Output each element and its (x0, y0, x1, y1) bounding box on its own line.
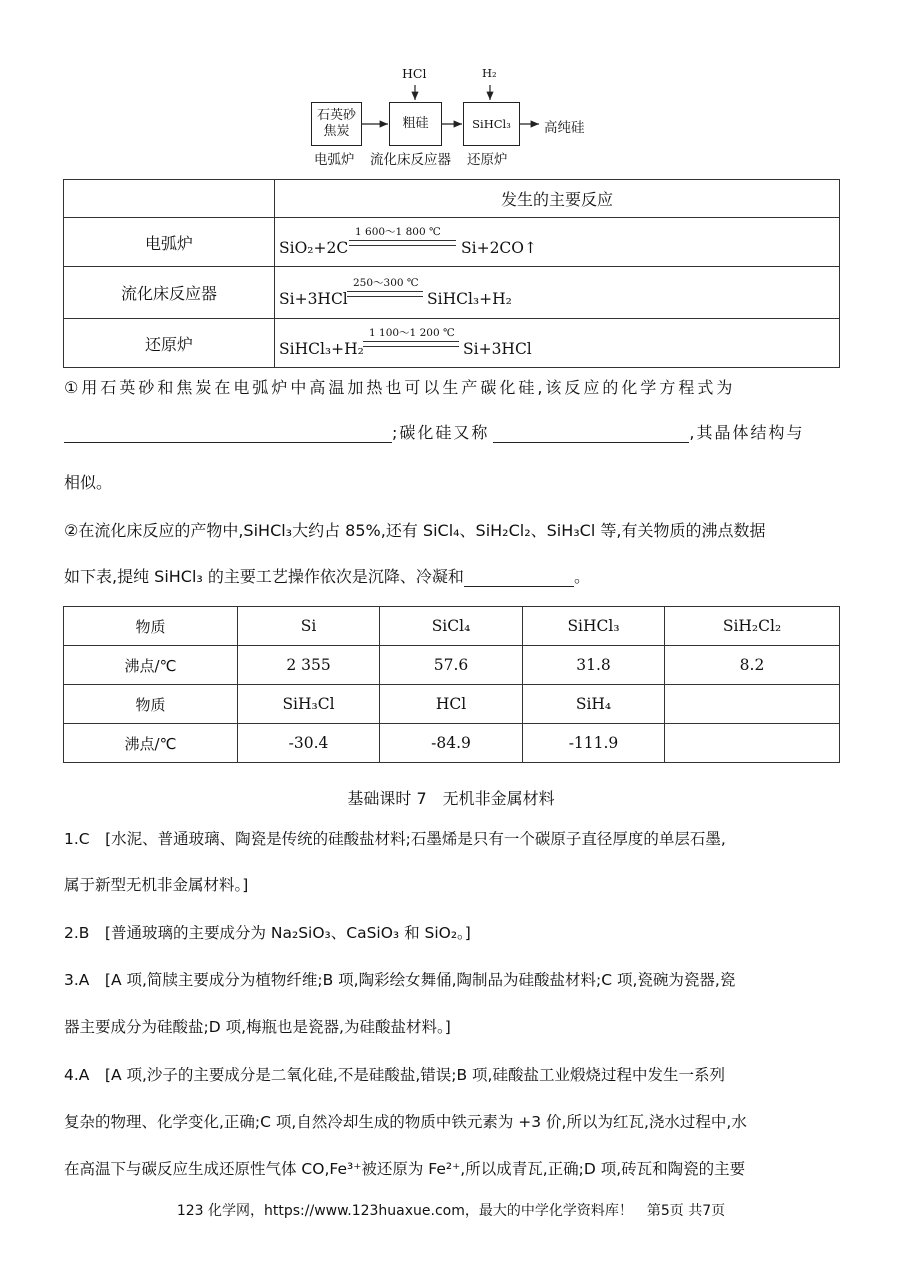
reaction-row-name: 还原炉 (64, 319, 275, 368)
hcl-input-label: HCl (402, 66, 427, 81)
crude-silicon-box (389, 102, 442, 146)
boiling-point-table (63, 606, 840, 763)
bp-cell: -111.9 (523, 724, 665, 763)
substance-cell: SiH₄ (523, 685, 665, 724)
question-1-line-2 (64, 420, 840, 443)
reaction-table-header: 发生的主要反应 (275, 180, 840, 218)
sihcl3-label: SiHCl₃ (472, 117, 511, 131)
bp-row-values-1 (64, 646, 840, 685)
bp-cell: -30.4 (238, 724, 380, 763)
quartz-sand-label: 石英砂 (316, 108, 356, 123)
equation-equals-sign (363, 341, 459, 347)
reaction-table (63, 179, 840, 368)
bp-cell: -84.9 (380, 724, 523, 763)
bp-cell: 2 355 (238, 646, 380, 685)
bp-cell: 31.8 (523, 646, 665, 685)
pure-silicon-label: 高纯硅 (544, 120, 585, 136)
equation-equals-sign (347, 291, 423, 297)
question-1-line-3: 相似。 (64, 473, 113, 492)
substance-cell: SiCl₄ (380, 607, 523, 646)
question-1-line-1: ①用石英砂和焦炭在电弧炉中高温加热也可以生产碳化硅,该反应的化学方程式为 (64, 378, 736, 397)
substance-cell: Si (238, 607, 380, 646)
h2-input-label: H₂ (482, 66, 497, 80)
reaction-row (64, 218, 840, 267)
reaction-row (64, 319, 840, 368)
equation-lhs: SiO₂+2C (279, 239, 349, 257)
equation-condition: 1 100～1 200 ℃ (369, 327, 455, 339)
sihcl3-box (463, 102, 520, 146)
question-2-text: 如下表,提纯 SiHCl₃ 的主要工艺操作依次是沉降、冷凝和 (64, 567, 464, 586)
reaction-row-name: 流化床反应器 (64, 267, 275, 319)
substance-cell: SiHCl₃ (523, 607, 665, 646)
reaction-table-corner (64, 180, 275, 218)
answer-4-line-2: 复杂的物理、化学变化,正确;C 项,自然冷却生成的物质中铁元素为 +3 价,所以为红瓦,浇水过程中,水 (64, 1113, 747, 1131)
bp-row-substance-1 (64, 607, 840, 646)
bp-cell: 57.6 (380, 646, 523, 685)
stage-reduction-furnace: 还原炉 (467, 152, 508, 168)
equation-rhs: Si+2CO↑ (461, 239, 537, 257)
stage-fluidized-bed: 流化床反应器 (370, 152, 451, 168)
equation-equals-sign (349, 240, 456, 246)
equation-lhs: SiHCl₃+H₂ (279, 340, 364, 358)
answer-3-line-1: 3.A [A 项,简牍主要成分为植物纤维;B 项,陶彩绘女舞俑,陶制品为硅酸盐材料;C 项,瓷碗为瓷器,瓷 (64, 971, 736, 989)
equation-rhs: SiHCl₃+H₂ (427, 289, 512, 308)
question-2-line-2 (64, 564, 840, 587)
section-title: 基础课时 7 无机非金属材料 (347, 789, 555, 808)
row-label-boiling-point: 沸点/℃ (64, 646, 238, 685)
answer-2-line-1: 2.B [普通玻璃的主要成分为 Na₂SiO₃、CaSiO₃ 和 SiO₂。] (64, 924, 471, 942)
reaction-equation (279, 222, 599, 262)
substance-cell: HCl (380, 685, 523, 724)
row-label-boiling-point: 沸点/℃ (64, 724, 238, 763)
question-1-mid-text: ;碳化硅又称 (392, 423, 490, 442)
substance-cell: SiH₂Cl₂ (665, 607, 840, 646)
answer-1-line-2: 属于新型无机非金属材料。] (64, 876, 249, 894)
raw-materials-box (311, 102, 362, 146)
answer-blank-equation[interactable] (64, 424, 392, 443)
reaction-equation (279, 323, 599, 363)
reaction-row (64, 267, 840, 319)
page-footer: 123 化学网，https://www.123huaxue.com，最大的中学化学资料库！ 第5页 共7页 (176, 1203, 726, 1219)
row-label-substance: 物质 (64, 607, 238, 646)
bp-cell (665, 724, 840, 763)
equation-lhs: Si+3HCl (279, 289, 348, 308)
question-2-line-1: ②在流化床反应的产物中,SiHCl₃大约占 85%,还有 SiCl₄、SiH₂Cl₂、SiH₃Cl 等,有关物质的沸点数据 (64, 521, 766, 540)
answer-4-line-3: 在高温下与碳反应生成还原性气体 CO,Fe³⁺被还原为 Fe²⁺,所以成青瓦,正确;D 项,砖瓦和陶瓷的主要 (64, 1160, 746, 1178)
substance-cell (665, 685, 840, 724)
row-label-substance: 物质 (64, 685, 238, 724)
question-1-end-text: ,其晶体结构与 (689, 423, 805, 442)
equation-rhs: Si+3HCl (463, 340, 532, 358)
answer-4-line-1: 4.A [A 项,沙子的主要成分是二氧化硅,不是硅酸盐,错误;B 项,硅酸盐工业煅烧过程中发生一系列 (64, 1066, 725, 1084)
stage-arc-furnace: 电弧炉 (314, 152, 355, 168)
equation-condition: 1 600～1 800 ℃ (355, 226, 441, 238)
coke-label: 焦炭 (323, 124, 350, 139)
answer-blank-operation[interactable] (464, 568, 574, 587)
reaction-equation (279, 273, 599, 313)
substance-cell: SiH₃Cl (238, 685, 380, 724)
equation-condition: 250～300 ℃ (353, 276, 419, 289)
reaction-row-name: 电弧炉 (64, 218, 275, 267)
question-2-end: 。 (573, 567, 590, 586)
bp-row-substance-2 (64, 685, 840, 724)
answer-1-line-1: 1.C [水泥、普通玻璃、陶瓷是传统的硅酸盐材料;石墨烯是只有一个碳原子直径厚度的单层石墨, (64, 830, 726, 848)
bp-row-values-2 (64, 724, 840, 763)
crude-silicon-label: 粗硅 (402, 116, 429, 131)
answer-3-line-2: 器主要成分为硅酸盐;D 项,梅瓶也是瓷器,为硅酸盐材料。] (64, 1018, 451, 1036)
bp-cell: 8.2 (665, 646, 840, 685)
answer-blank-sic-name[interactable] (493, 424, 689, 443)
